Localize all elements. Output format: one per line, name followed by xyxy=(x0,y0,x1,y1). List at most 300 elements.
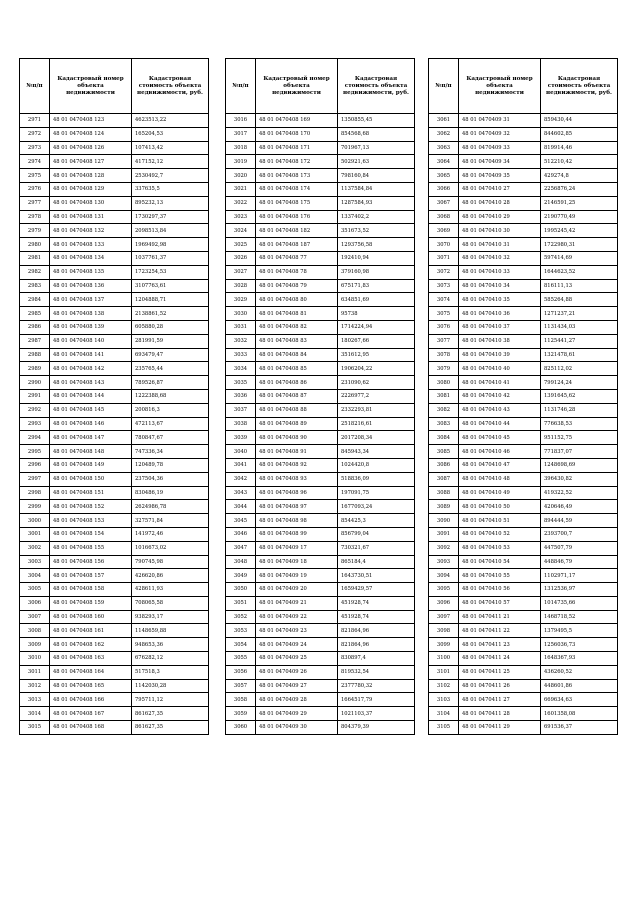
row-number: 3002 xyxy=(20,541,50,555)
cadastral-value: 799124,24 xyxy=(541,376,618,390)
cadastral-value: 107413,42 xyxy=(132,141,209,155)
table-row xyxy=(20,196,209,210)
row-number: 3031 xyxy=(226,320,256,334)
table-row xyxy=(226,555,415,569)
row-number: 3079 xyxy=(429,362,459,376)
table-header-row xyxy=(20,59,209,114)
row-number: 3046 xyxy=(226,527,256,541)
table-row xyxy=(226,320,415,334)
table-row xyxy=(226,279,415,293)
cadastral-number: 48 01 0470408 174 xyxy=(256,182,338,196)
row-number: 2974 xyxy=(20,155,50,169)
table-row xyxy=(20,114,209,128)
table-row xyxy=(20,389,209,403)
cadastral-number: 48 01 0470409 22 xyxy=(256,610,338,624)
cadastral-value: 192410,94 xyxy=(338,251,415,265)
cadastral-value: 938293,17 xyxy=(132,610,209,624)
table-row xyxy=(20,527,209,541)
cadastral-value: 447507,79 xyxy=(541,541,618,555)
table-row xyxy=(20,320,209,334)
table-row xyxy=(20,307,209,321)
cadastral-number: 48 01 0470410 46 xyxy=(459,445,541,459)
cadastral-number: 48 01 0470410 54 xyxy=(459,555,541,569)
cadastral-value: 200816,3 xyxy=(132,403,209,417)
cadastral-value: 448601,86 xyxy=(541,679,618,693)
cadastral-value: 1014735,66 xyxy=(541,596,618,610)
table-row xyxy=(226,610,415,624)
cadastral-value: 789526,87 xyxy=(132,376,209,390)
table-row xyxy=(20,569,209,583)
table-row xyxy=(226,114,415,128)
row-number: 3034 xyxy=(226,362,256,376)
cadastral-value: 795711,12 xyxy=(132,693,209,707)
table-row xyxy=(429,307,618,321)
header-cadastral: Кадастровый номер объекта недвижимости xyxy=(50,59,132,114)
cadastral-value: 1321478,61 xyxy=(541,348,618,362)
table-row xyxy=(226,224,415,238)
cadastral-number: 48 01 0470408 79 xyxy=(256,279,338,293)
table-row xyxy=(20,362,209,376)
cadastral-value: 1969492,98 xyxy=(132,238,209,252)
cadastral-value: 1723254,53 xyxy=(132,265,209,279)
cadastral-table-3 xyxy=(428,58,618,735)
cadastral-number: 48 01 0470408 176 xyxy=(256,210,338,224)
table-row xyxy=(20,610,209,624)
row-number: 3014 xyxy=(20,707,50,721)
cadastral-number: 48 01 0470410 30 xyxy=(459,224,541,238)
row-number: 2997 xyxy=(20,472,50,486)
table-row xyxy=(226,583,415,597)
cadastral-number: 48 01 0470408 131 xyxy=(50,210,132,224)
cadastral-number: 48 01 0470408 83 xyxy=(256,334,338,348)
cadastral-value: 120489,78 xyxy=(132,458,209,472)
cadastral-value: 237504,36 xyxy=(132,472,209,486)
cadastral-value: 396430,82 xyxy=(541,472,618,486)
cadastral-value: 701967,13 xyxy=(338,141,415,155)
table-row xyxy=(429,251,618,265)
cadastral-value: 747336,34 xyxy=(132,445,209,459)
cadastral-value: 845943,34 xyxy=(338,445,415,459)
row-number: 2987 xyxy=(20,334,50,348)
table-row xyxy=(429,624,618,638)
table-row xyxy=(226,127,415,141)
table-row xyxy=(429,362,618,376)
row-number: 3089 xyxy=(429,500,459,514)
cadastral-value: 4623513,22 xyxy=(132,114,209,128)
cadastral-number: 48 01 0470411 28 xyxy=(459,707,541,721)
row-number: 3103 xyxy=(429,693,459,707)
cadastral-number: 48 01 0470410 35 xyxy=(459,293,541,307)
cadastral-number: 48 01 0470408 85 xyxy=(256,362,338,376)
cadastral-value: 141972,46 xyxy=(132,527,209,541)
table-row xyxy=(226,638,415,652)
row-number: 3024 xyxy=(226,224,256,238)
cadastral-number: 48 01 0470408 86 xyxy=(256,376,338,390)
row-number: 2983 xyxy=(20,279,50,293)
row-number: 3001 xyxy=(20,527,50,541)
row-number: 3015 xyxy=(20,721,50,735)
table-row xyxy=(429,652,618,666)
row-number: 3092 xyxy=(429,541,459,555)
row-number: 3088 xyxy=(429,486,459,500)
cadastral-value: 2530492,7 xyxy=(132,169,209,183)
cadastral-value: 1256036,73 xyxy=(541,638,618,652)
row-number: 3073 xyxy=(429,279,459,293)
cadastral-value: 351612,95 xyxy=(338,348,415,362)
table-row xyxy=(226,458,415,472)
cadastral-value: 502921,63 xyxy=(338,155,415,169)
cadastral-value: 2518216,61 xyxy=(338,417,415,431)
cadastral-number: 48 01 0470409 28 xyxy=(256,693,338,707)
cadastral-value: 1271237,21 xyxy=(541,307,618,321)
row-number: 3087 xyxy=(429,472,459,486)
cadastral-value: 1131434,03 xyxy=(541,320,618,334)
table-row xyxy=(226,541,415,555)
table-row xyxy=(20,224,209,238)
cadastral-value: 1131746,28 xyxy=(541,403,618,417)
cadastral-value: 691536,37 xyxy=(541,721,618,735)
cadastral-value: 1137584,84 xyxy=(338,182,415,196)
cadastral-value: 821864,96 xyxy=(338,638,415,652)
cadastral-value: 825112,02 xyxy=(541,362,618,376)
cadastral-number: 48 01 0470408 137 xyxy=(50,293,132,307)
table-row xyxy=(429,169,618,183)
cadastral-value: 281991,59 xyxy=(132,334,209,348)
cadastral-number: 48 01 0470408 81 xyxy=(256,307,338,321)
cadastral-value: 1148659,88 xyxy=(132,624,209,638)
cadastral-number: 48 01 0470408 152 xyxy=(50,500,132,514)
row-number: 3040 xyxy=(226,445,256,459)
table-row xyxy=(20,486,209,500)
table-row xyxy=(429,679,618,693)
cadastral-value: 1204888,71 xyxy=(132,293,209,307)
row-number: 3097 xyxy=(429,610,459,624)
table-row xyxy=(20,127,209,141)
table-row xyxy=(226,652,415,666)
table-row xyxy=(20,500,209,514)
row-number: 3105 xyxy=(429,721,459,735)
cadastral-value: 1391645,62 xyxy=(541,389,618,403)
cadastral-value: 1677093,24 xyxy=(338,500,415,514)
row-number: 3098 xyxy=(429,624,459,638)
row-number: 3016 xyxy=(226,114,256,128)
cadastral-value: 771837,07 xyxy=(541,445,618,459)
cadastral-number: 48 01 0470410 37 xyxy=(459,320,541,334)
row-number: 3069 xyxy=(429,224,459,238)
row-number: 3022 xyxy=(226,196,256,210)
cadastral-number: 48 01 0470409 23 xyxy=(256,624,338,638)
row-number: 3083 xyxy=(429,417,459,431)
cadastral-value: 790745,98 xyxy=(132,555,209,569)
cadastral-value: 197091,75 xyxy=(338,486,415,500)
row-number: 3048 xyxy=(226,555,256,569)
table-row xyxy=(429,403,618,417)
row-number: 3072 xyxy=(429,265,459,279)
row-number: 2991 xyxy=(20,389,50,403)
table-row xyxy=(226,417,415,431)
table-row xyxy=(429,431,618,445)
table-row xyxy=(20,293,209,307)
header-cadastral: Кадастровый номер объекта недвижимости xyxy=(256,59,338,114)
cadastral-value: 1021103,37 xyxy=(338,707,415,721)
table-row xyxy=(226,196,415,210)
cadastral-number: 48 01 0470408 151 xyxy=(50,486,132,500)
cadastral-number: 48 01 0470408 127 xyxy=(50,155,132,169)
cadastral-value: 819532,54 xyxy=(338,665,415,679)
cadastral-value: 1643730,51 xyxy=(338,569,415,583)
table-row xyxy=(226,293,415,307)
table-row xyxy=(429,182,618,196)
row-number: 3038 xyxy=(226,417,256,431)
cadastral-number: 48 01 0470410 43 xyxy=(459,403,541,417)
row-number: 3091 xyxy=(429,527,459,541)
row-number: 3013 xyxy=(20,693,50,707)
row-number: 3056 xyxy=(226,665,256,679)
table-row xyxy=(226,334,415,348)
row-number: 3075 xyxy=(429,307,459,321)
row-number: 3036 xyxy=(226,389,256,403)
cadastral-value: 420646,49 xyxy=(541,500,618,514)
table-row xyxy=(226,707,415,721)
row-number: 2978 xyxy=(20,210,50,224)
cadastral-number: 48 01 0470408 87 xyxy=(256,389,338,403)
cadastral-number: 48 01 0470408 149 xyxy=(50,458,132,472)
cadastral-value: 819914,46 xyxy=(541,141,618,155)
table-row xyxy=(429,155,618,169)
row-number: 2992 xyxy=(20,403,50,417)
cadastral-value: 327571,84 xyxy=(132,514,209,528)
cadastral-number: 48 01 0470408 168 xyxy=(50,721,132,735)
cadastral-value: 708065,58 xyxy=(132,596,209,610)
table-row xyxy=(226,624,415,638)
cadastral-number: 48 01 0470408 135 xyxy=(50,265,132,279)
cadastral-number: 48 01 0470408 140 xyxy=(50,334,132,348)
row-number: 3086 xyxy=(429,458,459,472)
cadastral-value: 2256876,24 xyxy=(541,182,618,196)
row-number: 3030 xyxy=(226,307,256,321)
cadastral-value: 1468718,52 xyxy=(541,610,618,624)
cadastral-number: 48 01 0470408 123 xyxy=(50,114,132,128)
row-number: 3082 xyxy=(429,403,459,417)
cadastral-number: 48 01 0470411 23 xyxy=(459,638,541,652)
table-row xyxy=(429,334,618,348)
table-row xyxy=(429,555,618,569)
cadastral-number: 48 01 0470408 141 xyxy=(50,348,132,362)
cadastral-value: 585264,88 xyxy=(541,293,618,307)
cadastral-value: 2190770,49 xyxy=(541,210,618,224)
cadastral-number: 48 01 0470409 29 xyxy=(256,707,338,721)
table-row xyxy=(226,251,415,265)
cadastral-value: 419322,52 xyxy=(541,486,618,500)
cadastral-value: 472113,67 xyxy=(132,417,209,431)
table-row xyxy=(226,431,415,445)
cadastral-number: 48 01 0470408 93 xyxy=(256,472,338,486)
row-number: 3025 xyxy=(226,238,256,252)
row-number: 3005 xyxy=(20,583,50,597)
row-number: 3104 xyxy=(429,707,459,721)
cadastral-number: 48 01 0470408 80 xyxy=(256,293,338,307)
row-number: 2972 xyxy=(20,127,50,141)
table-row xyxy=(429,472,618,486)
cadastral-value: 2377780,32 xyxy=(338,679,415,693)
table-row xyxy=(429,293,618,307)
row-number: 2993 xyxy=(20,417,50,431)
table-row xyxy=(20,472,209,486)
cadastral-number: 48 01 0470408 91 xyxy=(256,445,338,459)
cadastral-number: 48 01 0470408 164 xyxy=(50,665,132,679)
cadastral-value: 451928,74 xyxy=(338,610,415,624)
table-row xyxy=(429,693,618,707)
row-number: 3077 xyxy=(429,334,459,348)
table-row xyxy=(429,417,618,431)
cadastral-value: 951152,75 xyxy=(541,431,618,445)
row-number: 3085 xyxy=(429,445,459,459)
row-number: 3035 xyxy=(226,376,256,390)
cadastral-number: 48 01 0470408 129 xyxy=(50,182,132,196)
cadastral-number: 48 01 0470411 29 xyxy=(459,721,541,735)
row-number: 2975 xyxy=(20,169,50,183)
cadastral-value: 798160,84 xyxy=(338,169,415,183)
cadastral-value: 830897,4 xyxy=(338,652,415,666)
row-number: 3049 xyxy=(226,569,256,583)
cadastral-number: 48 01 0470408 171 xyxy=(256,141,338,155)
row-number: 3054 xyxy=(226,638,256,652)
row-number: 2989 xyxy=(20,362,50,376)
row-number: 3004 xyxy=(20,569,50,583)
cadastral-value: 1644623,52 xyxy=(541,265,618,279)
table-row xyxy=(226,679,415,693)
cadastral-value: 351673,52 xyxy=(338,224,415,238)
row-number: 3012 xyxy=(20,679,50,693)
table-row xyxy=(20,265,209,279)
row-number: 3093 xyxy=(429,555,459,569)
table-row xyxy=(20,514,209,528)
cadastral-number: 48 01 0470410 56 xyxy=(459,583,541,597)
table-row xyxy=(20,693,209,707)
cadastral-number: 48 01 0470409 31 xyxy=(459,114,541,128)
cadastral-value: 1287584,93 xyxy=(338,196,415,210)
cadastral-number: 48 01 0470408 147 xyxy=(50,431,132,445)
cadastral-number: 48 01 0470408 161 xyxy=(50,624,132,638)
table-row xyxy=(226,307,415,321)
cadastral-number: 48 01 0470408 88 xyxy=(256,403,338,417)
cadastral-number: 48 01 0470408 155 xyxy=(50,541,132,555)
cadastral-number: 48 01 0470409 21 xyxy=(256,596,338,610)
row-number: 3037 xyxy=(226,403,256,417)
cadastral-value: 894444,59 xyxy=(541,514,618,528)
row-number: 3039 xyxy=(226,431,256,445)
cadastral-value: 776638,53 xyxy=(541,417,618,431)
cadastral-number: 48 01 0470408 162 xyxy=(50,638,132,652)
cadastral-number: 48 01 0470408 165 xyxy=(50,679,132,693)
cadastral-number: 48 01 0470410 48 xyxy=(459,472,541,486)
row-number: 2981 xyxy=(20,251,50,265)
cadastral-value: 337635,5 xyxy=(132,182,209,196)
row-number: 3057 xyxy=(226,679,256,693)
cadastral-value: 693479,47 xyxy=(132,348,209,362)
table-row xyxy=(226,472,415,486)
row-number: 3101 xyxy=(429,665,459,679)
cadastral-number: 48 01 0470410 41 xyxy=(459,376,541,390)
table-row xyxy=(20,403,209,417)
cadastral-number: 48 01 0470410 53 xyxy=(459,541,541,555)
table-row xyxy=(20,707,209,721)
table-row xyxy=(429,638,618,652)
table-row xyxy=(226,389,415,403)
cadastral-value: 1125441,27 xyxy=(541,334,618,348)
cadastral-value: 1248698,69 xyxy=(541,458,618,472)
table-row xyxy=(226,141,415,155)
cadastral-number: 48 01 0470408 169 xyxy=(256,114,338,128)
cadastral-number: 48 01 0470411 25 xyxy=(459,665,541,679)
cadastral-number: 48 01 0470411 22 xyxy=(459,624,541,638)
table-row xyxy=(226,155,415,169)
cadastral-number: 48 01 0470408 157 xyxy=(50,569,132,583)
row-number: 3061 xyxy=(429,114,459,128)
table-row xyxy=(226,403,415,417)
cadastral-number: 48 01 0470408 139 xyxy=(50,320,132,334)
cadastral-number: 48 01 0470409 25 xyxy=(256,652,338,666)
table-row xyxy=(226,265,415,279)
row-number: 3099 xyxy=(429,638,459,652)
table-row xyxy=(20,182,209,196)
cadastral-value: 235765,44 xyxy=(132,362,209,376)
table-row xyxy=(429,596,618,610)
header-value: Кадастровая стоимость объекта недвижимости, руб. xyxy=(541,59,618,114)
row-number: 3081 xyxy=(429,389,459,403)
cadastral-number: 48 01 0470410 36 xyxy=(459,307,541,321)
row-number: 3009 xyxy=(20,638,50,652)
cadastral-number: 48 01 0470410 29 xyxy=(459,210,541,224)
row-number: 3019 xyxy=(226,155,256,169)
cadastral-value: 669634,63 xyxy=(541,693,618,707)
cadastral-number: 48 01 0470408 158 xyxy=(50,583,132,597)
row-number: 3078 xyxy=(429,348,459,362)
table-row xyxy=(20,596,209,610)
header-cadastral: Кадастровый номер объекта недвижимости xyxy=(459,59,541,114)
row-number: 3063 xyxy=(429,141,459,155)
table-row xyxy=(20,458,209,472)
table-row xyxy=(429,514,618,528)
row-number: 3065 xyxy=(429,169,459,183)
table-row xyxy=(429,721,618,735)
cadastral-number: 48 01 0470409 34 xyxy=(459,155,541,169)
cadastral-value: 512210,42 xyxy=(541,155,618,169)
cadastral-number: 48 01 0470408 159 xyxy=(50,596,132,610)
table-row xyxy=(20,652,209,666)
row-number: 3008 xyxy=(20,624,50,638)
row-number: 3032 xyxy=(226,334,256,348)
cadastral-value: 948653,36 xyxy=(132,638,209,652)
row-number: 3066 xyxy=(429,182,459,196)
cadastral-number: 48 01 0470409 33 xyxy=(459,141,541,155)
cadastral-number: 48 01 0470409 35 xyxy=(459,169,541,183)
row-number: 3059 xyxy=(226,707,256,721)
row-number: 3053 xyxy=(226,624,256,638)
cadastral-number: 48 01 0470410 55 xyxy=(459,569,541,583)
cadastral-value: 1037761,37 xyxy=(132,251,209,265)
cadastral-number: 48 01 0470408 173 xyxy=(256,169,338,183)
cadastral-value: 1142030,28 xyxy=(132,679,209,693)
cadastral-number: 48 01 0470408 130 xyxy=(50,196,132,210)
cadastral-number: 48 01 0470410 32 xyxy=(459,251,541,265)
table-row xyxy=(429,196,618,210)
row-number: 3044 xyxy=(226,500,256,514)
cadastral-number: 48 01 0470409 24 xyxy=(256,638,338,652)
row-number: 2996 xyxy=(20,458,50,472)
row-number: 3045 xyxy=(226,514,256,528)
table-row xyxy=(429,210,618,224)
